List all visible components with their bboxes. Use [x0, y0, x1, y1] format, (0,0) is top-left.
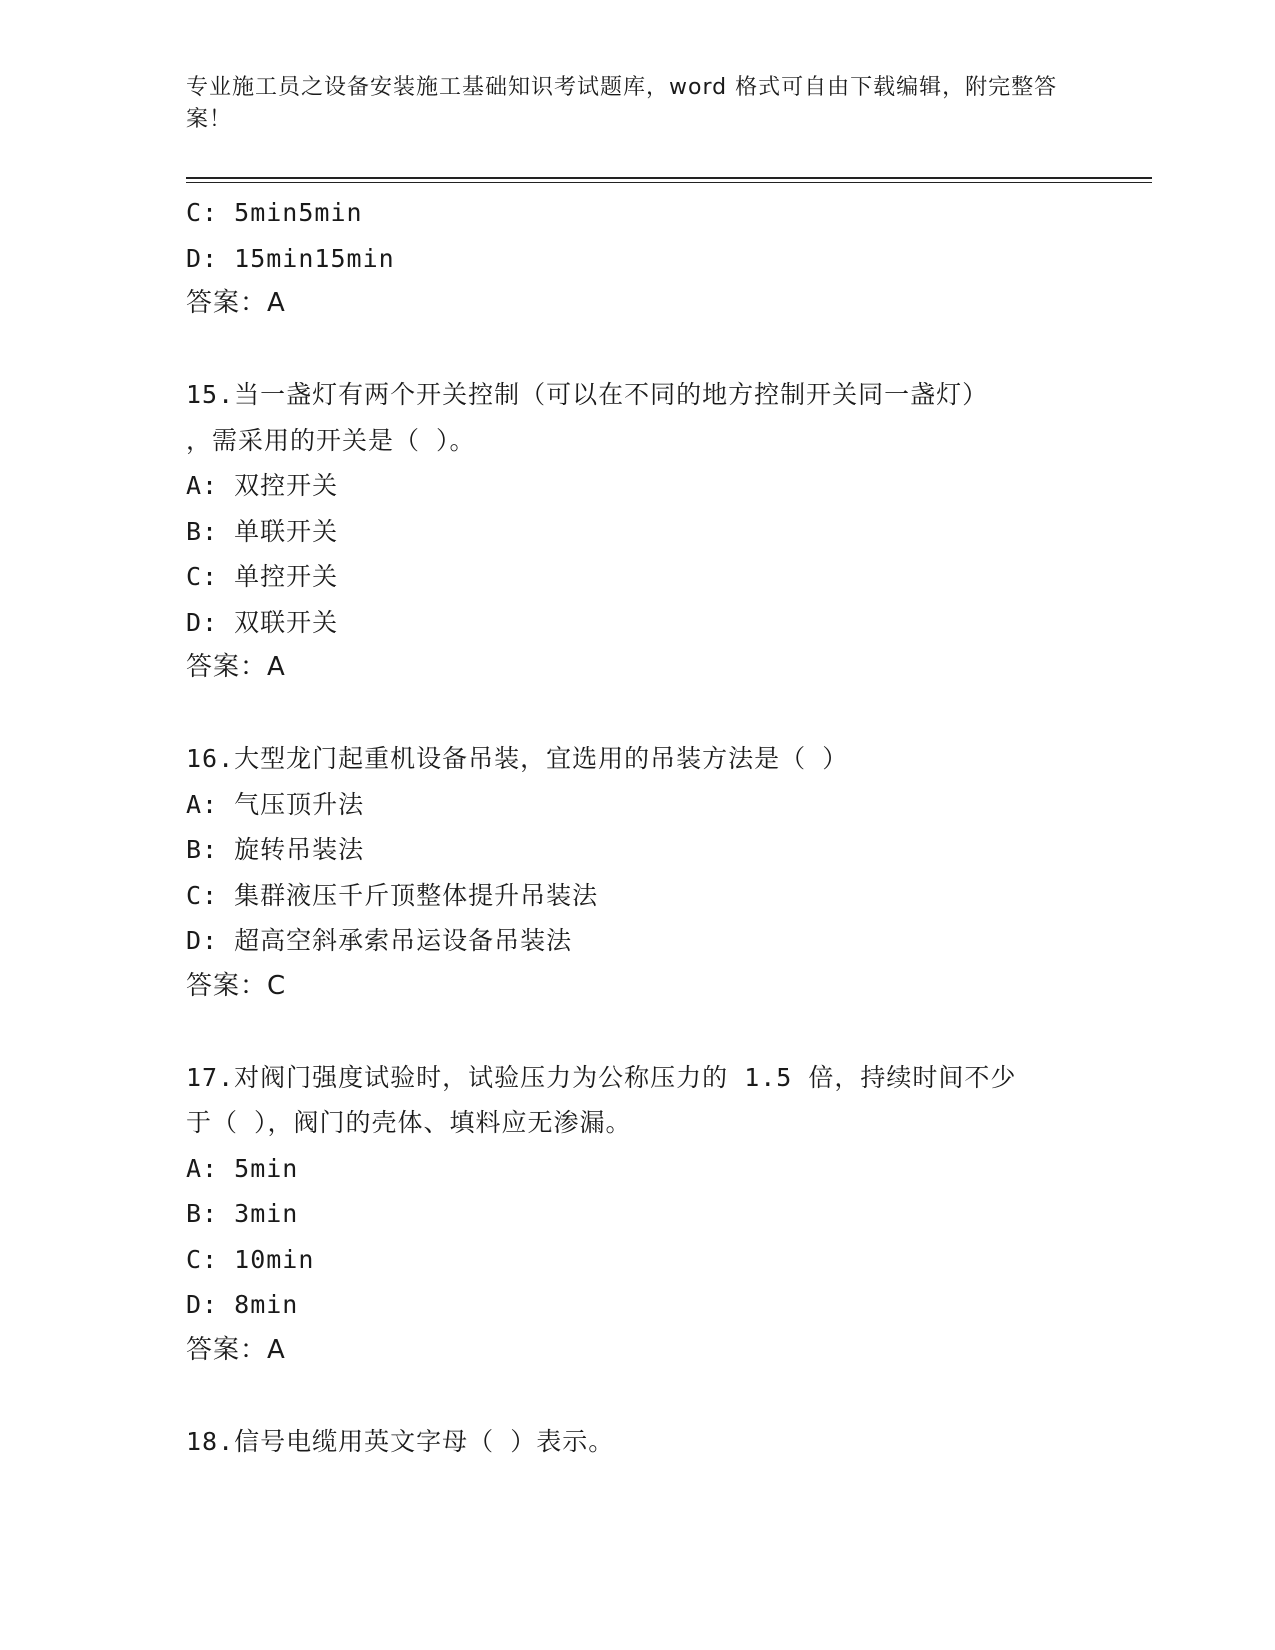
document-header: 专业施工员之设备安装施工基础知识考试题库，word 格式可自由下载编辑，附完整答案！ — [186, 75, 1058, 132]
spacer — [186, 691, 1086, 737]
option-d: D: 超高空斜承索吊运设备吊装法 — [186, 926, 573, 955]
option-a: A: 气压顶升法 — [186, 789, 365, 819]
question-stem-continued: 于（ ），阀门的壳体、填料应无渗漏。 — [186, 1108, 632, 1137]
question-stem: 15.当一盏灯有两个开关控制（可以在不同的地方控制开关同一盏灯） — [186, 380, 989, 409]
option-d: D: 15min15min — [186, 243, 395, 273]
option-c: C: 10min — [186, 1244, 315, 1274]
spacer — [186, 327, 1086, 373]
spacer — [186, 1009, 1086, 1055]
question-stem: 16.大型龙门起重机设备吊装，宜选用的吊装方法是（ ） — [186, 744, 849, 773]
header-rule-thick — [186, 177, 1152, 179]
question-stem: 18.信号电缆用英文字母（ ）表示。 — [186, 1426, 615, 1456]
option-c: C: 单控开关 — [186, 562, 339, 591]
option-b: B: 旋转吊装法 — [186, 835, 365, 864]
answer-line: 答案：A — [186, 652, 286, 682]
option-b: B: 3min — [186, 1199, 299, 1228]
option-d: D: 8min — [186, 1290, 299, 1319]
option-a: A: 5min — [186, 1153, 299, 1183]
option-c: C: 5min5min — [186, 198, 363, 227]
option-d: D: 双联开关 — [186, 607, 339, 637]
option-c: C: 集群液压千斤顶整体提升吊装法 — [186, 880, 599, 910]
answer-line: 答案：C — [186, 970, 287, 1001]
question-stem-continued: ，需采用的开关是（ ）。 — [186, 425, 476, 455]
header-rule-thin — [186, 182, 1152, 183]
spacer — [186, 1373, 1086, 1419]
question-stem: 17.对阀门强度试验时，试验压力为公称压力的 1.5 倍，持续时间不少 — [186, 1062, 1017, 1092]
option-b: B: 单联开关 — [186, 516, 339, 546]
answer-line: 答案：A — [186, 288, 286, 318]
question-list — [186, 190, 1086, 1464]
answer-line: 答案：A — [186, 1334, 286, 1365]
option-a: A: 双控开关 — [186, 471, 339, 500]
